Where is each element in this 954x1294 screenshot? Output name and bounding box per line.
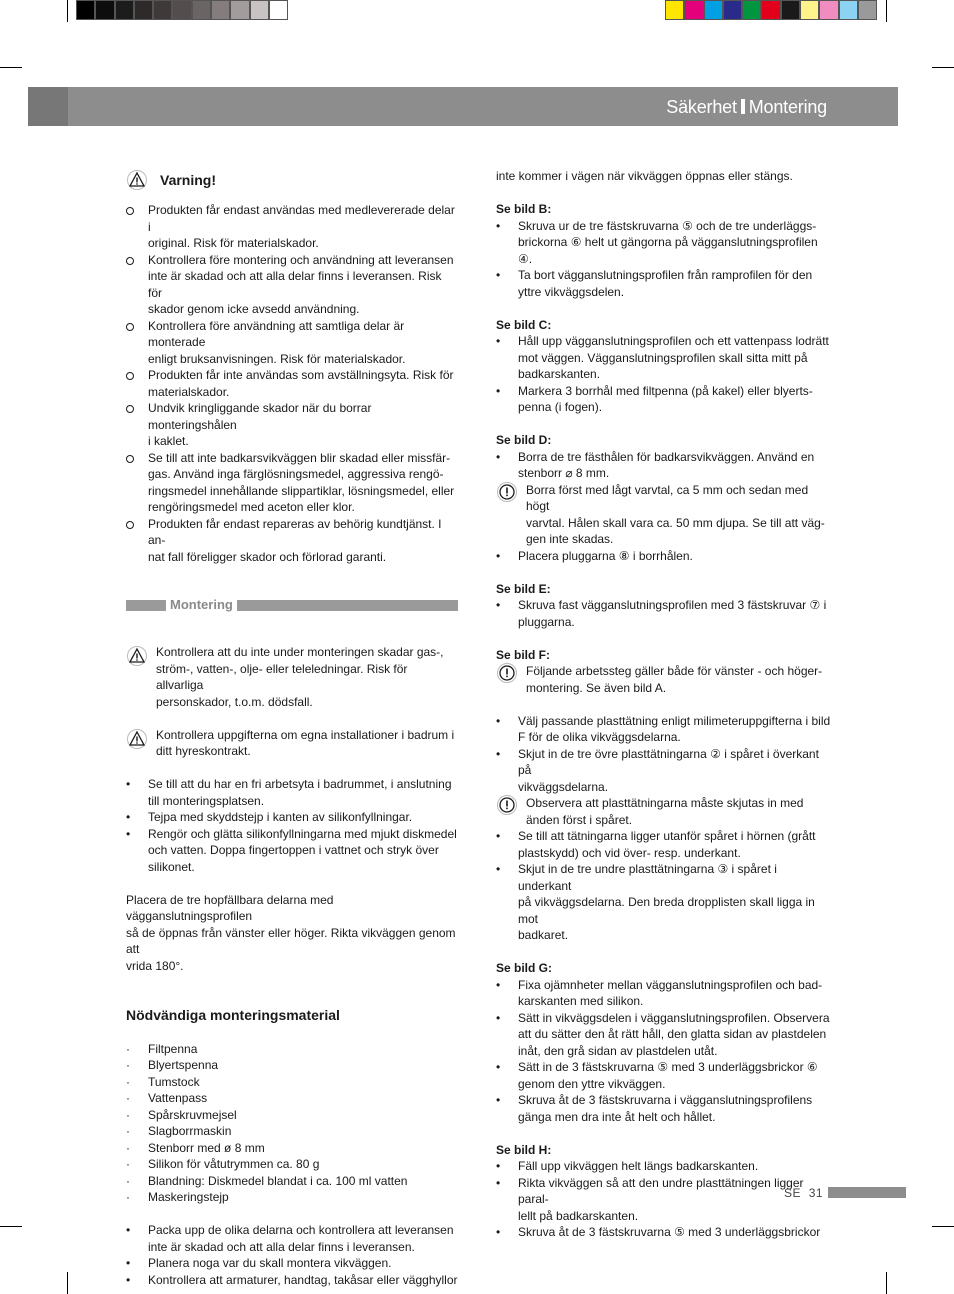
list-item-line: Planera noga var du skall montera vikväggen. — [148, 1256, 392, 1270]
list-item-line: Rengör och glätta silikonfyllningarna med mjukt diskmedel — [148, 826, 457, 841]
step-g-heading: Se bild G: — [496, 961, 553, 975]
list-item-line: Markera 3 borrhål med filtpenna (på kakel) eller blyerts- — [518, 383, 813, 398]
section-title: Montering — [170, 596, 233, 612]
list-item — [496, 1092, 832, 1125]
list-item-text: Blandning: Diskmedel blandat i ca. 100 ml vatten — [148, 1173, 408, 1188]
list-item-line: att du sätter den åt rätt håll, den glatta sidan av plastdelen — [518, 1027, 827, 1041]
text-line: gen inte skadas. — [526, 532, 614, 546]
step-c-heading: Se bild C: — [496, 317, 552, 332]
text-line: ditt hyreskontrakt. — [156, 744, 251, 758]
list-item-line: plastskydd) och vid över- resp. underkant. — [518, 845, 741, 860]
list-item — [126, 318, 458, 368]
list-item-line: ringsmedel innehållande slippartiklar, lösningsmedel, eller — [148, 483, 455, 498]
list-item — [126, 1173, 458, 1190]
list-item-line: stenborr ⌀ 8 mm. — [518, 466, 610, 480]
crop-mark — [67, 0, 68, 22]
step-f-heading: Se bild F: — [496, 647, 550, 662]
list-item-line: skador genom icke avsedd användning. — [148, 302, 360, 316]
list-item-text: Tumstock — [148, 1074, 200, 1089]
list-item — [496, 1224, 832, 1241]
title-section-a: Säkerhet — [666, 97, 737, 117]
list-item-line: badkaret. — [518, 928, 569, 942]
list-item-line: ④. — [518, 251, 533, 266]
exclamation-icon — [496, 482, 518, 502]
list-item-text: Filtpenna — [148, 1041, 198, 1056]
list-item — [126, 1140, 458, 1157]
list-item — [126, 809, 458, 826]
list-item — [126, 1156, 458, 1173]
text-line: personskador, t.o.m. dödsfall. — [156, 694, 313, 709]
list-item-line: Packa upp de olika delarna och kontrollera att leveransen — [148, 1223, 454, 1237]
list-item-text: Placera pluggarna ⑧ i borrhålen. — [518, 548, 693, 563]
list-item — [126, 450, 458, 516]
list-item — [496, 861, 832, 944]
text-line: Placera de tre hopfällbara delarna med vägganslutningsprofilen — [126, 892, 334, 923]
list-item-text: Maskeringstejp — [148, 1190, 229, 1204]
list-item-line: rengöringsmedel med aceton eller klor. — [148, 500, 355, 514]
list-item — [496, 828, 832, 861]
text-line: Borra först med lågt varvtal, ca 5 mm och sedan med högt — [526, 482, 809, 513]
list-item — [496, 548, 832, 565]
title-separator — [741, 99, 745, 114]
list-item — [126, 367, 458, 400]
list-item-line: inåt, den grå sidan av plastdelen utåt. — [518, 1043, 718, 1058]
page-number-value: 31 — [808, 1186, 824, 1200]
header-tab — [28, 87, 68, 126]
materials-heading: Nödvändiga monteringsmaterial — [126, 1007, 340, 1023]
list-item-line: inte är skadad och att alla delar finns i leveransen. — [148, 1239, 415, 1254]
crop-mark — [0, 67, 22, 68]
list-item-text: Slagborrmaskin — [148, 1124, 232, 1138]
list-item — [126, 776, 458, 809]
list-item-line: Kontrollera före montering och användning att leveransen — [148, 252, 454, 267]
list-item-line: gas. Använd inga färglösningsmedel, aggressiva rengö- — [148, 467, 444, 481]
text-line: änden först i spåret. — [526, 812, 633, 827]
list-item-line: Se till att du har en fri arbetsyta i badrummet, i anslutning — [148, 777, 452, 791]
list-item — [496, 267, 832, 300]
list-item-line: Rikta vikväggen så att den undre plasttätningen ligger paral- — [518, 1175, 804, 1206]
list-item-line: badkarskanten. — [518, 367, 601, 381]
list-item-text: Blyertspenna — [148, 1058, 219, 1072]
warning-triangle-icon — [126, 170, 148, 190]
list-item-line: Kontrollera före användning att samtliga delar är monterade — [148, 318, 405, 349]
page-number — [784, 1185, 823, 1202]
section-heading-montering — [126, 598, 458, 612]
list-item-line: original. Risk för materialskador. — [148, 236, 319, 250]
text-line: Kontrollera uppgifterna om egna installationer i badrum i — [156, 727, 455, 742]
list-item-line: mot väggen. Vägganslutningsprofilen skall sitta mitt på — [518, 350, 808, 365]
text-line: varvtal. Hålen skall vara ca. 50 mm djupa. Se till att väg- — [526, 515, 825, 530]
list-item-line: Skjut in de tre undre plasttätningarna ③ i spåret i underkant — [518, 862, 777, 893]
list-item-line: brickorna ⑥ helt ut gängorna på vägganslutningsprofilen — [518, 235, 818, 249]
text-line: Kontrollera att du inte under monteringen skadar gas-, — [156, 645, 444, 659]
list-item-line: enligt bruksanvisningen. Risk för materialskador. — [148, 351, 406, 366]
warning-title: Varning! — [160, 171, 217, 188]
list-item-text: Spårskruvmejsel — [148, 1107, 237, 1122]
right-column — [496, 168, 832, 1241]
text-line: så de öppnas från vänster eller höger. Rikta vikväggen genom att — [126, 925, 456, 956]
step-h-heading: Se bild H: — [496, 1142, 552, 1157]
list-item-text: Stenborr med ø 8 mm — [148, 1140, 265, 1155]
list-item-line: yttre vikväggsdelen. — [518, 284, 625, 299]
list-item-line: nat fall föreligger skador och förlorad garanti. — [148, 549, 387, 564]
list-item-line: Skruva ur de tre fästskruvarna ⑤ och de tre underläggs- — [518, 218, 817, 233]
list-item-line: Välj passande plasttätning enligt milimeteruppgifterna i bild — [518, 713, 831, 728]
footer-bar — [828, 1187, 906, 1198]
color-bar — [665, 0, 877, 20]
list-item-line: Undvik kringliggande skador när du borrar monteringshålen — [148, 401, 372, 432]
list-item — [496, 333, 832, 383]
list-item — [496, 713, 832, 746]
exclamation-icon — [496, 795, 518, 815]
list-item-line: materialskador. — [148, 384, 230, 399]
exclamation-icon — [496, 663, 518, 683]
note-drilling — [496, 482, 832, 548]
language-code: SE — [784, 1186, 802, 1200]
list-item-line: pluggarna. — [518, 614, 575, 629]
caution-gas-lines — [126, 644, 458, 710]
list-item — [126, 1255, 458, 1272]
list-item-line: Skruva åt de 3 fästskruvarna ⑤ med 3 underläggsbrickor — [518, 1225, 821, 1239]
list-item-line: Skruva åt de 3 fästskruvarna i vägganslutningsprofilens — [518, 1093, 813, 1107]
list-item — [126, 1272, 458, 1289]
crop-mark — [932, 67, 954, 68]
list-item — [496, 977, 832, 1010]
note-seal-direction — [496, 795, 832, 828]
list-item — [126, 400, 458, 450]
list-item — [496, 597, 832, 630]
list-item-line: på vikväggsdelarna. Den breda dropplisten skall ligga in mot — [518, 895, 815, 926]
text-line: vrida 180°. — [126, 958, 184, 973]
text-line: montering. Se även bild A. — [526, 680, 667, 695]
list-item-line: Tejpa med skyddstejp i kanten av silikonfyllningar. — [148, 810, 413, 824]
list-item-line: Fixa ojämnheter mellan vägganslutningsprofilen och bad- — [518, 977, 823, 992]
crop-mark — [67, 1272, 68, 1294]
list-item-line: karskanten med silikon. — [518, 994, 644, 1008]
list-item-line: Se till att tätningarna ligger utanför spåret i hörnen (grått — [518, 829, 816, 843]
list-item-line: Sätt in de 3 fästskruvarna ⑤ med 3 underläggsbrickor ⑥ — [518, 1060, 818, 1074]
list-item-line: inte är skadad och att alla delar finns i leveransen. Risk för — [148, 269, 442, 300]
warning-heading — [126, 168, 458, 192]
caution-lease — [126, 727, 458, 760]
list-item-line: Skjut in de tre övre plasttätningarna ② i spåret i överkant på — [518, 746, 819, 777]
list-item — [126, 202, 458, 252]
crop-mark — [0, 1226, 22, 1227]
list-item — [126, 826, 458, 876]
list-item — [126, 1041, 458, 1058]
final-list — [126, 1222, 458, 1288]
list-item-line: Kontrollera att armaturer, handtag, takåsar eller vägghyllor — [148, 1272, 458, 1287]
list-item-line: genom den yttre vikväggen. — [518, 1076, 666, 1091]
list-item-line: silikonet. — [148, 859, 195, 874]
list-item-text: Vattenpass — [148, 1091, 208, 1105]
list-item-line: Sätt in vikväggsdelen i vägganslutningsprofilen. Observera — [518, 1010, 830, 1025]
step-e-heading: Se bild E: — [496, 581, 551, 596]
title-section-b: Montering — [748, 97, 827, 117]
list-item-line: och vatten. Doppa fingertoppen i vattnet och stryk över — [148, 843, 439, 857]
list-item — [126, 1057, 458, 1074]
grayscale-bar — [76, 0, 288, 20]
text-line: Följande arbetssteg gäller både för vänster - och höger- — [526, 664, 823, 678]
list-item — [126, 1123, 458, 1140]
crop-mark — [932, 1226, 954, 1227]
left-column — [126, 168, 458, 1288]
list-item-line: vikväggsdelarna. — [518, 779, 609, 794]
list-item — [496, 1010, 832, 1060]
prep-list — [126, 776, 458, 875]
list-item — [126, 1107, 458, 1124]
list-item-line: Se till att inte badkarsvikväggen blir skadad eller missfär- — [148, 450, 451, 465]
list-item — [496, 1158, 832, 1175]
list-item-text: Silikon för våtutrymmen ca. 80 g — [148, 1157, 320, 1171]
list-item-line: Borra de tre fästhålen för badkarsvikväggen. Använd en — [518, 449, 815, 464]
list-item — [126, 516, 458, 566]
step-b-heading: Se bild B: — [496, 202, 552, 216]
list-item — [496, 746, 832, 796]
materials-list — [126, 1041, 458, 1206]
list-item-line: Produkten får endast repareras av behörig kundtjänst. I an- — [148, 516, 442, 547]
warning-triangle-icon — [126, 729, 148, 749]
text-line: Observera att plasttätningarna måste skjutas in med — [526, 796, 804, 810]
note-left-right — [496, 663, 832, 696]
list-item-line: Produkten får endast användas med medlevererade delar i — [148, 203, 455, 234]
list-item — [126, 1090, 458, 1107]
list-item-line: penna (i fogen). — [518, 400, 603, 414]
text-line: ström-, vatten-, olje- eller teleledningar. Risk för allvarliga — [156, 661, 408, 692]
list-item-line: Ta bort vägganslutningsprofilen från ramprofilen för den — [518, 268, 813, 282]
list-item-line: Håll upp vägganslutningsprofilen och ett vattenpass lodrätt — [518, 334, 829, 348]
list-item — [126, 1189, 458, 1206]
list-item-line: gänga men dra inte åt helt och hållet. — [518, 1109, 716, 1124]
warning-triangle-icon — [126, 646, 148, 666]
list-item-line: lellt på badkarskanten. — [518, 1208, 639, 1223]
placement-paragraph — [126, 892, 458, 975]
list-item-line: till monteringsplatsen. — [148, 793, 265, 808]
list-item — [126, 1222, 458, 1255]
page-title — [666, 96, 827, 118]
list-item-line: Skruva fast vägganslutningsprofilen med 3 fästskruvar ⑦ i — [518, 598, 827, 612]
list-item — [496, 449, 832, 482]
list-item — [496, 383, 832, 416]
list-item — [126, 1074, 458, 1091]
step-d-heading: Se bild D: — [496, 433, 552, 447]
crop-mark — [886, 1272, 887, 1294]
list-item — [496, 1175, 832, 1225]
list-item-line: Fäll upp vikväggen helt längs badkarskanten. — [518, 1159, 759, 1173]
list-item — [496, 1059, 832, 1092]
crop-mark — [886, 0, 887, 22]
list-item-line: i kaklet. — [148, 434, 189, 448]
warning-list — [126, 202, 458, 565]
list-item-line: Produkten får inte användas som avställningsyta. Risk för — [148, 368, 454, 382]
continued-line: inte kommer i vägen när vikväggen öppnas eller stängs. — [496, 169, 793, 183]
list-item — [126, 252, 458, 318]
list-item — [496, 218, 832, 268]
list-item-line: F för de olika vikväggsdelarna. — [518, 730, 681, 744]
